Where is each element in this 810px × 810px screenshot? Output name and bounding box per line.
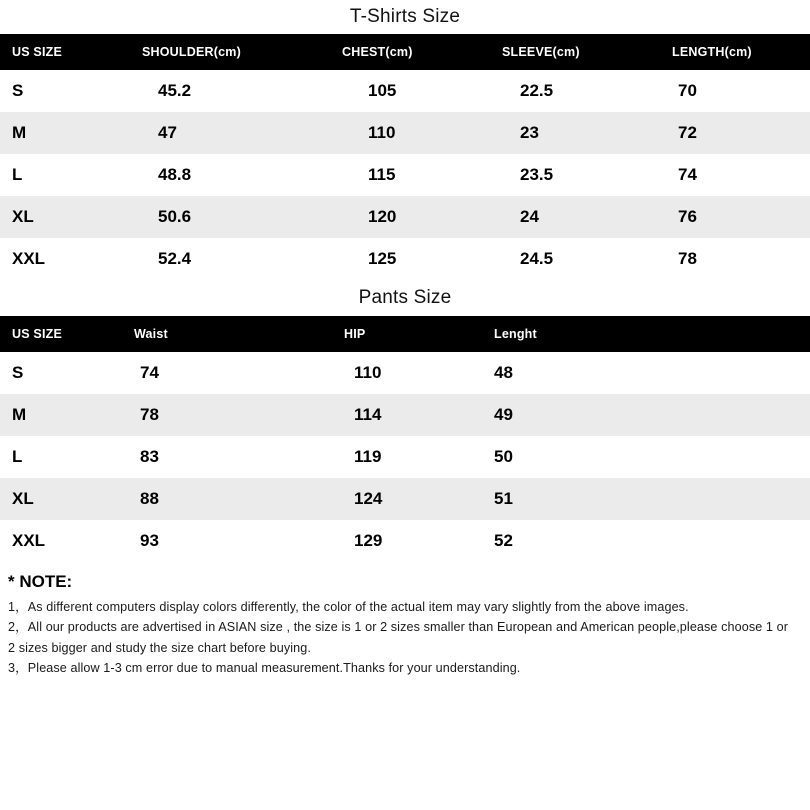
table-row bbox=[0, 112, 810, 154]
cell-size: XXL bbox=[12, 249, 46, 268]
cell-size: S bbox=[12, 363, 24, 382]
cell-lenght: 49 bbox=[494, 405, 513, 424]
cell-waist: 83 bbox=[140, 447, 159, 466]
column-header-us-size: US SIZE bbox=[0, 34, 130, 70]
cell-chest: 105 bbox=[368, 81, 397, 100]
cell-sleeve: 23 bbox=[520, 123, 539, 142]
cell-waist: 88 bbox=[140, 489, 159, 508]
cell-sleeve: 24 bbox=[520, 207, 539, 226]
cell-sleeve: 22.5 bbox=[520, 81, 554, 100]
table-row bbox=[0, 478, 810, 520]
cell-size: XXL bbox=[12, 531, 46, 550]
cell-size: XL bbox=[12, 207, 34, 226]
pants-chart-title: Pants Size bbox=[358, 287, 452, 308]
tshirt-size-table bbox=[0, 34, 810, 280]
cell-size: XL bbox=[12, 489, 34, 508]
cell-lenght: 48 bbox=[494, 363, 513, 382]
table-row bbox=[0, 154, 810, 196]
column-header-hip: HIP bbox=[332, 316, 482, 352]
cell-hip: 124 bbox=[354, 489, 383, 508]
cell-shoulder: 52.4 bbox=[158, 249, 192, 268]
cell-hip: 119 bbox=[354, 447, 382, 466]
column-header-waist: Waist bbox=[122, 316, 332, 352]
note-line-4: 3，Please allow 1-3 cm error due to manual measurement.Thanks for your understanding. bbox=[8, 661, 521, 676]
cell-sleeve: 24.5 bbox=[520, 249, 554, 268]
column-header-length: LENGTH(cm) bbox=[660, 34, 810, 70]
note-block bbox=[0, 562, 810, 679]
cell-size: L bbox=[12, 165, 23, 184]
cell-size: M bbox=[12, 405, 27, 424]
cell-chest: 110 bbox=[368, 123, 396, 142]
cell-shoulder: 47 bbox=[158, 123, 177, 142]
cell-lenght: 52 bbox=[494, 531, 513, 550]
cell-length: 76 bbox=[678, 207, 697, 226]
table-row bbox=[0, 196, 810, 238]
cell-size: L bbox=[12, 447, 23, 466]
table-row bbox=[0, 394, 810, 436]
cell-shoulder: 45.2 bbox=[158, 81, 192, 100]
table-header-row bbox=[0, 316, 810, 352]
note-line-2: 2，All our products are advertised in ASIAN size , the size is 1 or 2 sizes smaller than European and American people,please choose 1 or bbox=[8, 620, 789, 635]
table-row bbox=[0, 520, 810, 562]
column-header-chest: CHEST(cm) bbox=[330, 34, 490, 70]
table-row bbox=[0, 352, 810, 394]
table-row bbox=[0, 238, 810, 280]
cell-lenght: 50 bbox=[494, 447, 513, 466]
column-header-us-size: US SIZE bbox=[0, 316, 122, 352]
note-line-1: 1，As different computers display colors differently, the color of the actual item may vary slightly from the above images. bbox=[8, 600, 689, 614]
cell-hip: 129 bbox=[354, 531, 383, 550]
note-title: * NOTE: bbox=[8, 572, 73, 591]
cell-hip: 114 bbox=[354, 405, 382, 424]
cell-length: 72 bbox=[678, 123, 697, 142]
cell-lenght: 51 bbox=[494, 489, 513, 508]
cell-length: 74 bbox=[678, 165, 697, 184]
cell-chest: 120 bbox=[368, 207, 397, 226]
cell-size: S bbox=[12, 81, 24, 100]
tshirt-chart-title: T-Shirts Size bbox=[349, 6, 461, 27]
cell-waist: 93 bbox=[140, 531, 159, 550]
cell-length: 78 bbox=[678, 249, 697, 268]
column-header-shoulder: SHOULDER(cm) bbox=[130, 34, 330, 70]
cell-sleeve: 23.5 bbox=[520, 165, 554, 184]
cell-length: 70 bbox=[678, 81, 697, 100]
cell-size: M bbox=[12, 123, 27, 142]
table-header-row bbox=[0, 34, 810, 70]
cell-chest: 115 bbox=[368, 165, 396, 184]
cell-waist: 74 bbox=[140, 363, 159, 382]
column-header-lenght: Lenght bbox=[482, 316, 810, 352]
cell-shoulder: 48.8 bbox=[158, 165, 192, 184]
pants-size-table bbox=[0, 316, 810, 562]
cell-chest: 125 bbox=[368, 249, 397, 268]
table-row bbox=[0, 436, 810, 478]
cell-shoulder: 50.6 bbox=[158, 207, 192, 226]
table-row bbox=[0, 70, 810, 112]
note-line-3: 2 sizes bigger and study the size chart before buying. bbox=[8, 640, 311, 655]
cell-waist: 78 bbox=[140, 405, 159, 424]
column-header-sleeve: SLEEVE(cm) bbox=[490, 34, 660, 70]
cell-hip: 110 bbox=[354, 363, 382, 382]
